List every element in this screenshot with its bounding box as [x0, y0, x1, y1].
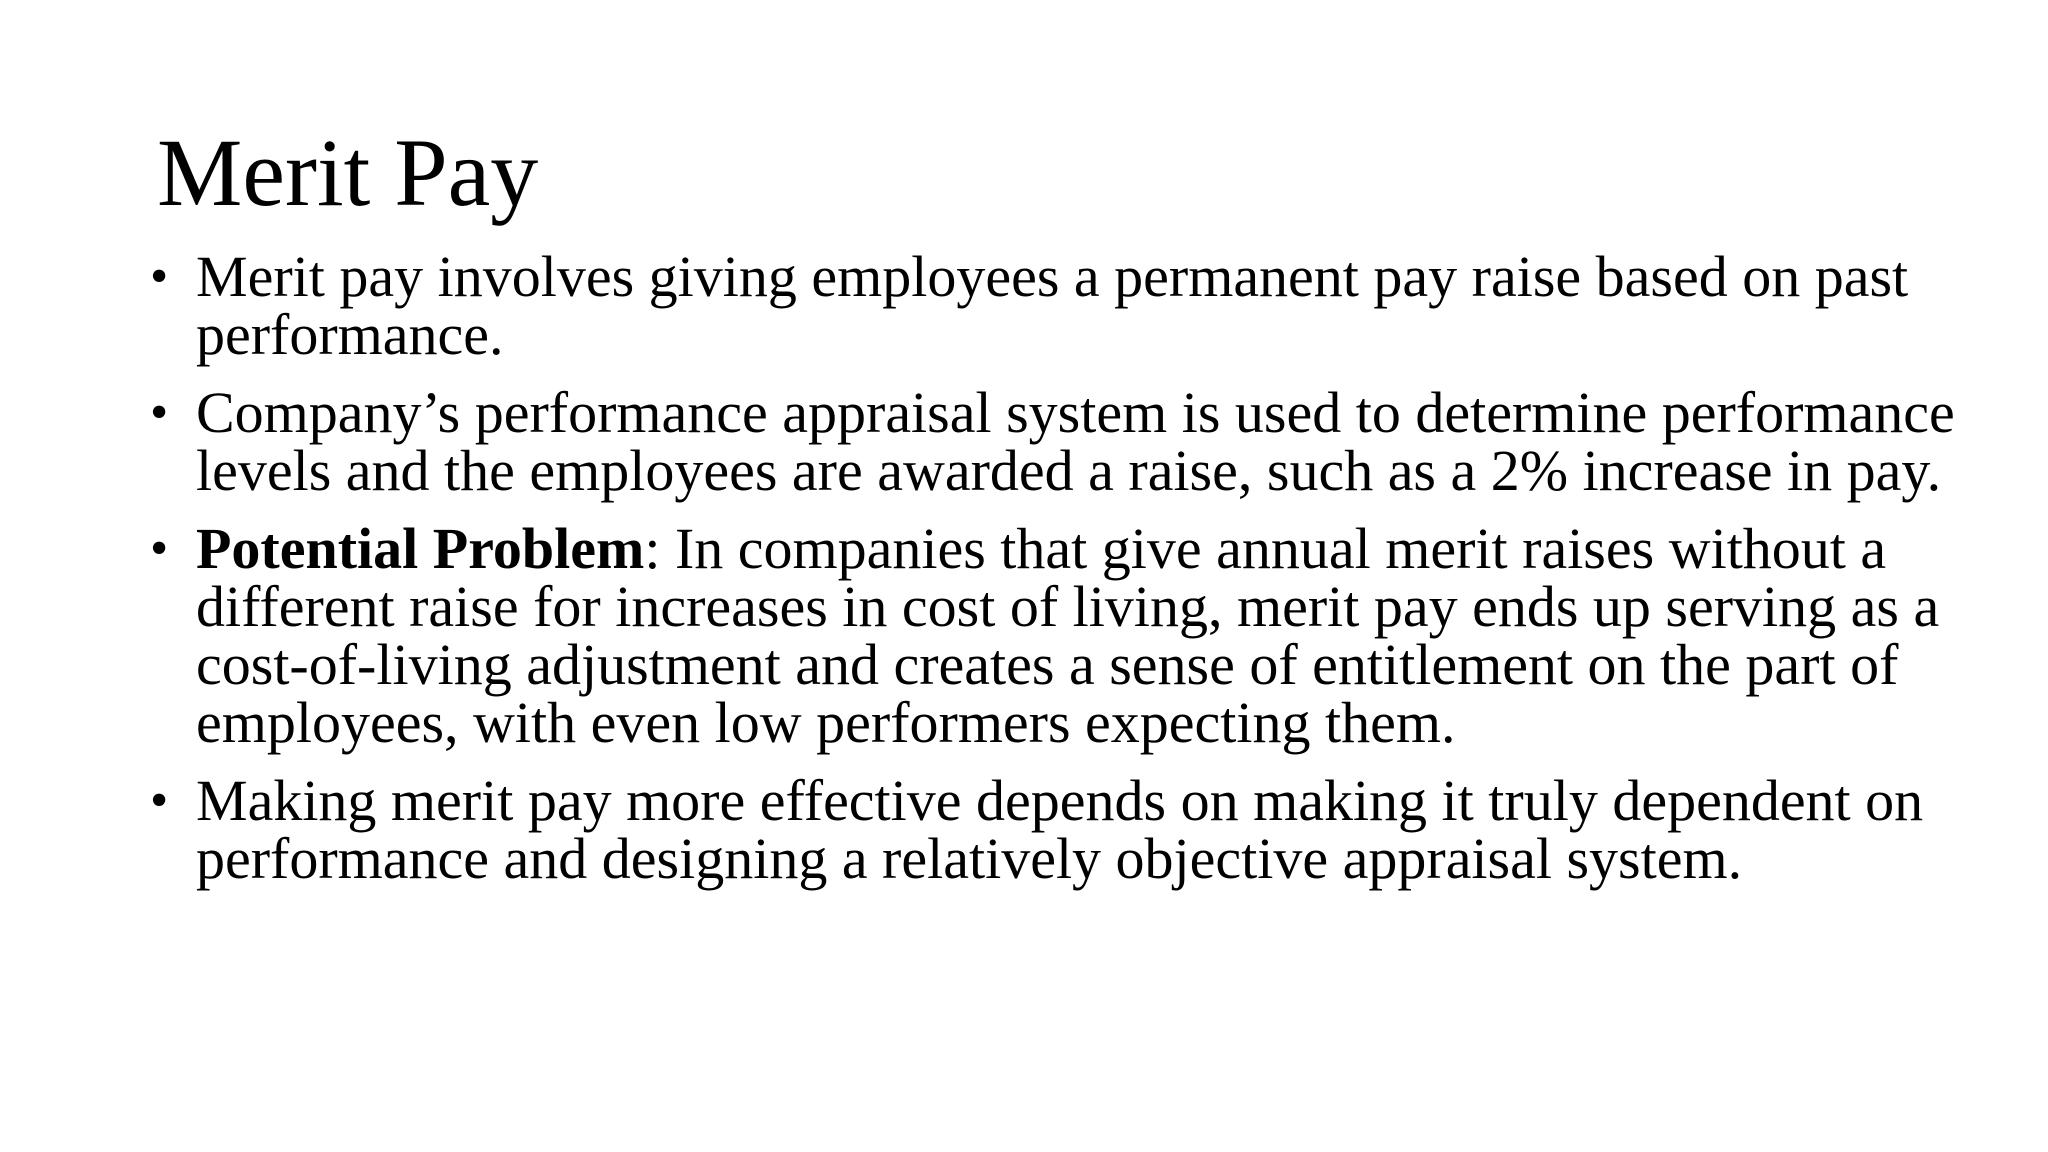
bullet-item	[150, 380, 2000, 503]
bullet-text: Company’s performance appraisal system is used to determine performance levels and the employees are awarded a raise, such as a 2% increase in pay.	[196, 380, 1955, 503]
bullet-icon: •	[150, 772, 169, 829]
bullet-icon: •	[150, 520, 169, 577]
bullet-text: Merit pay involves giving employees a permanent pay raise based on past performance.	[196, 244, 1909, 367]
bullet-bold-lead: Potential Problem	[196, 516, 645, 581]
slide-title: Merit Pay	[157, 119, 539, 226]
bullet-text: Making merit pay more effective depends on making it truly dependent on performance and designing a relatively objective appraisal system.	[196, 768, 1924, 891]
bullet-item	[150, 516, 2000, 755]
bullet-item	[150, 768, 2000, 891]
bullet-icon: •	[150, 248, 169, 305]
bullet-icon: •	[150, 384, 169, 441]
bullet-text: : In companies that give annual merit raises without a different raise for increases in cost of living, merit pay ends up serving as a cost-of-living adjustment and creates a sense of entitlement on the part of employees, with even low performers expecting them.	[196, 516, 1940, 755]
bullet-item	[150, 244, 2000, 367]
bullet-list	[150, 244, 2000, 908]
